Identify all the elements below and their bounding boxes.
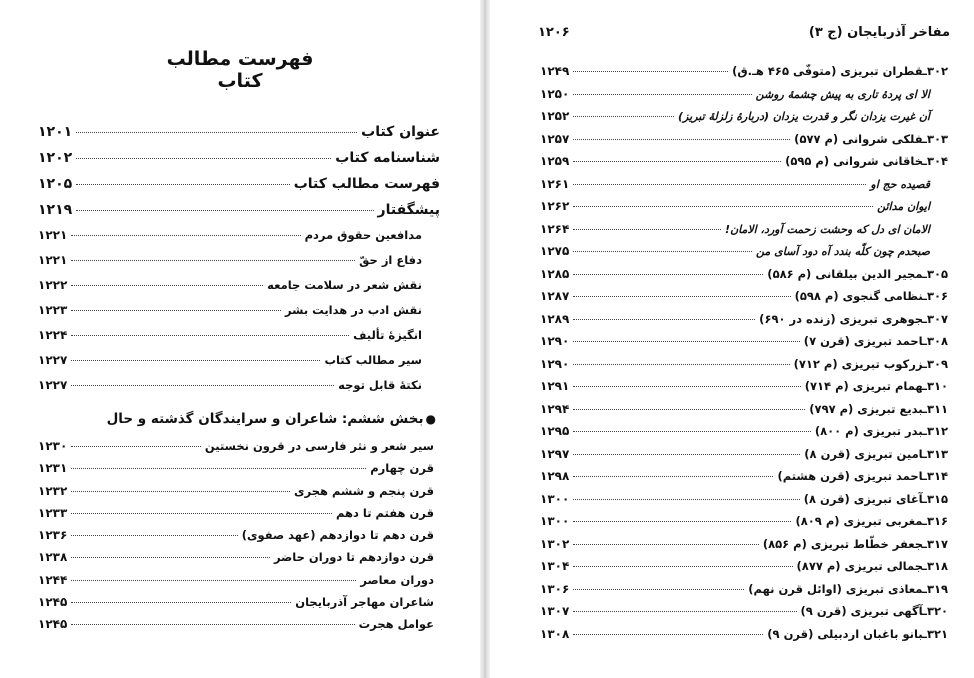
toc-entry bbox=[38, 278, 440, 303]
dot-leader bbox=[76, 184, 290, 185]
book-gutter bbox=[480, 0, 490, 678]
toc-entry-title: ۳۰۳ـفلکی شروانی (م ۵۷۷) bbox=[794, 131, 948, 146]
toc-entry bbox=[38, 484, 440, 506]
toc-entry bbox=[540, 244, 948, 267]
toc-entry-page: ۱۲۴۵ bbox=[38, 595, 68, 610]
dot-leader bbox=[71, 235, 300, 236]
toc-entry-title: قرن هفتم تا دهم bbox=[335, 505, 434, 520]
toc-entry-page: ۱۲۵۰ bbox=[540, 86, 570, 101]
dot-leader bbox=[573, 454, 800, 455]
dot-leader bbox=[573, 116, 674, 117]
toc-entry bbox=[540, 537, 948, 560]
toc-entry-page: ۱۲۲۱ bbox=[38, 228, 68, 242]
toc-entry-page: ۱۳۰۲ bbox=[540, 536, 570, 551]
dot-leader bbox=[573, 296, 790, 297]
toc-entry-page: ۱۲۴۵ bbox=[38, 617, 68, 632]
toc-entry-title: ۳۱۸ـجمالی تبریزی (م ۸۷۷) bbox=[796, 559, 948, 573]
toc-entry-page: ۱۲۲۷ bbox=[38, 353, 68, 367]
toc-entry-title: ۳۱۳ـامین تبریزی (قرن ۸) bbox=[804, 446, 948, 461]
dot-leader bbox=[71, 491, 290, 492]
toc-entry bbox=[38, 550, 440, 572]
toc-entry bbox=[540, 87, 948, 110]
dot-leader bbox=[573, 319, 755, 320]
toc-entry bbox=[540, 424, 948, 447]
toc-entry-title: ۳۰۹ـزرکوب تبریزی (م ۷۱۲) bbox=[793, 356, 948, 371]
dot-leader bbox=[76, 158, 331, 159]
section-heading bbox=[38, 411, 440, 439]
toc-entry bbox=[540, 469, 948, 492]
dot-leader bbox=[573, 589, 744, 590]
toc-entry-title: مدافعین حقوق مردم bbox=[304, 228, 422, 242]
toc-entry bbox=[540, 582, 948, 605]
toc-entry-page: ۱۲۳۸ bbox=[38, 550, 68, 565]
toc-entry-title: قرن چهارم bbox=[370, 461, 434, 476]
toc-entry-title: آن غیرت یزدان نگر و قدرت یزدان (دربارهٔ زلزلهٔ تبریز) bbox=[678, 110, 930, 123]
toc-entry-title: ۳۰۲ـقطران تبریزی (متوفّی ۴۶۵ هـ.ق) bbox=[732, 64, 948, 78]
toc-entry bbox=[38, 378, 440, 403]
dot-leader bbox=[573, 634, 763, 635]
toc-entry bbox=[540, 402, 948, 425]
toc-entry-page: ۱۳۰۸ bbox=[540, 626, 570, 641]
toc-entry-title: ۳۱۵ـآغای تبریزی (قرن ۸) bbox=[803, 491, 948, 506]
dot-leader bbox=[71, 513, 332, 514]
toc-entry bbox=[540, 289, 948, 312]
dot-leader bbox=[71, 557, 270, 558]
toc-entry-title: ۳۱۹ـمعاذی تبریزی (اوائل قرن نهم) bbox=[748, 581, 948, 596]
toc-entry bbox=[540, 357, 948, 380]
dot-leader bbox=[573, 161, 781, 162]
toc-entry-title: قصیده حج او bbox=[870, 177, 930, 191]
toc-entry-page: ۱۲۶۴ bbox=[540, 221, 570, 236]
toc-entry-page: ۱۲۲۷ bbox=[38, 378, 68, 392]
toc-entry-title: سیر شعر و نثر فارسی در قرون نخستین bbox=[204, 439, 434, 453]
toc-entry-page: ۱۲۹۷ bbox=[540, 446, 570, 461]
toc-entry-page: ۱۲۲۴ bbox=[38, 328, 68, 342]
toc-entry-title: نقش شعر در سلامت جامعه bbox=[267, 278, 422, 292]
toc-entry-page: ۱۲۲۲ bbox=[38, 278, 68, 292]
dot-leader bbox=[71, 260, 355, 261]
toc-entry bbox=[540, 559, 948, 582]
dot-leader bbox=[573, 229, 721, 230]
toc-entry-page: ۱۲۵۷ bbox=[540, 131, 570, 146]
toc-entry bbox=[38, 228, 440, 253]
toc-entry bbox=[540, 64, 948, 87]
toc-entry-page: ۱۲۳۳ bbox=[38, 505, 68, 520]
toc-entry-page: ۱۳۰۰ bbox=[540, 491, 570, 506]
toc-entry bbox=[38, 439, 440, 461]
toc-entry-page: ۱۲۹۱ bbox=[540, 379, 570, 393]
toc-entry-page: ۱۲۹۰ bbox=[540, 356, 570, 371]
toc-entry bbox=[540, 492, 948, 515]
toc-entry-title: پیشگفتار bbox=[377, 202, 440, 218]
toc-entry-title: دوران معاصر bbox=[360, 572, 434, 587]
toc-entry bbox=[38, 176, 440, 202]
toc-entry-title: شناسنامه کتاب bbox=[335, 150, 440, 166]
toc-entry-page: ۱۲۰۵ bbox=[38, 176, 73, 192]
dot-leader bbox=[573, 71, 728, 72]
toc-entry-page: ۱۲۴۴ bbox=[38, 572, 68, 587]
toc-entry-title: سیر مطالب کتاب bbox=[324, 353, 422, 367]
toc-entry-page: ۱۲۳۱ bbox=[38, 461, 68, 476]
toc-entry bbox=[38, 595, 440, 617]
toc-entry-page: ۱۳۰۶ bbox=[540, 581, 570, 596]
dot-leader bbox=[573, 611, 796, 612]
toc-entry-page: ۱۲۶۱ bbox=[540, 176, 570, 191]
toc-entry bbox=[38, 617, 440, 639]
running-header bbox=[538, 20, 950, 44]
toc-entry-title: الامان ای دل که وحشت زحمت آورد، الامان! bbox=[725, 222, 930, 236]
dot-leader bbox=[71, 624, 354, 625]
toc-entry-page: ۱۲۹۵ bbox=[540, 424, 570, 438]
toc-entry-title: ۳۱۴ـاحمد تبریزی (قرن هشتم) bbox=[777, 469, 948, 483]
toc-entry bbox=[38, 353, 440, 378]
dot-leader bbox=[71, 602, 291, 603]
dot-leader bbox=[573, 341, 800, 342]
toc-entry-page: ۱۲۸۵ bbox=[540, 266, 570, 281]
toc-entry-title: ۳۲۱ـبانو باغبان اردبیلی (قرن ۹) bbox=[767, 626, 948, 641]
dot-leader bbox=[76, 132, 357, 133]
toc-entry bbox=[38, 506, 440, 528]
running-title: مفاخر آذربایجان (ج ۳) bbox=[808, 24, 950, 40]
toc-entry-page: ۱۲۳۲ bbox=[38, 483, 68, 498]
toc-entry bbox=[540, 132, 948, 155]
toc-entry bbox=[38, 124, 440, 150]
toc-entry-title: نقش ادب در هدایت بشر bbox=[284, 303, 422, 317]
dot-leader bbox=[76, 210, 373, 211]
dot-leader bbox=[573, 251, 752, 252]
toc-entry bbox=[38, 328, 440, 353]
dot-leader bbox=[573, 184, 866, 185]
toc-entry-page: ۱۲۱۹ bbox=[38, 202, 73, 218]
toc-entry-page: ۱۳۰۰ bbox=[540, 514, 570, 528]
toc-entry-title: قرن پنجم و ششم هجری bbox=[294, 483, 434, 498]
right-page bbox=[490, 0, 974, 678]
dot-leader bbox=[573, 566, 792, 567]
toc-entry-page: ۱۲۸۷ bbox=[540, 289, 570, 303]
dot-leader bbox=[71, 580, 356, 581]
dot-leader bbox=[573, 409, 805, 410]
dot-leader bbox=[71, 310, 281, 311]
toc-entry bbox=[540, 199, 948, 222]
dot-leader bbox=[573, 94, 751, 95]
dot-leader bbox=[71, 335, 349, 336]
toc-entry-title: شاعران مهاجر آذربایجان bbox=[295, 595, 434, 610]
toc-entry bbox=[38, 202, 440, 228]
section-heading-text: بخش ششم: شاعران و سرایندگان گذشته و حال bbox=[106, 411, 424, 427]
toc-entry-page: ۱۲۳۰ bbox=[38, 439, 68, 453]
dot-leader bbox=[71, 360, 320, 361]
toc-entry bbox=[38, 528, 440, 550]
toc-entry-title: ۳۱۲ـبدر تبریزی (م ۸۰۰) bbox=[814, 424, 948, 438]
dot-leader bbox=[573, 364, 789, 365]
toc-entry-title: ۳۱۶ـمغربی تبریزی (م ۸۰۹) bbox=[795, 514, 948, 528]
dot-leader bbox=[573, 386, 800, 387]
dot-leader bbox=[573, 499, 799, 500]
toc-entry-title: ایوان مدائن bbox=[877, 200, 930, 213]
toc-entry bbox=[38, 150, 440, 176]
toc-left bbox=[38, 124, 440, 640]
toc-entry bbox=[38, 573, 440, 595]
toc-entry-page: ۱۲۸۹ bbox=[540, 311, 570, 326]
toc-entry-page: ۱۲۶۲ bbox=[540, 199, 570, 213]
toc-entry-title: ۳۰۴ـخاقانی شروانی (م ۵۹۵) bbox=[785, 154, 948, 168]
toc-entry-title: دفاع از حقّ bbox=[359, 253, 422, 267]
toc-entry-page: ۱۲۹۴ bbox=[540, 401, 570, 416]
toc-entry-title: ۳۰۶ـنظامی گنجوی (م ۵۹۸) bbox=[794, 289, 948, 303]
toc-entry bbox=[540, 334, 948, 357]
toc-entry-page: ۱۳۰۴ bbox=[540, 559, 570, 573]
dot-leader bbox=[71, 385, 334, 386]
toc-entry-title: ۳۱۱ـبدیع تبریزی (م ۷۹۷) bbox=[809, 401, 948, 416]
toc-entry-page: ۱۲۹۰ bbox=[540, 334, 570, 348]
toc-entry-title: الا ای پردهٔ تاری به پیش چشمهٔ روشن bbox=[755, 87, 930, 101]
toc-right bbox=[540, 64, 948, 649]
page-title: فهرست مطالب کتاب bbox=[166, 48, 314, 92]
toc-entry-title: ۳۰۷ـجوهری تبریزی (زنده در ۶۹۰) bbox=[759, 311, 948, 326]
toc-entry-page: ۱۲۵۲ bbox=[540, 109, 570, 123]
page-number: ۱۲۰۶ bbox=[538, 24, 570, 40]
toc-entry-page: ۱۲۲۳ bbox=[38, 303, 68, 317]
toc-entry-page: ۱۲۰۲ bbox=[38, 150, 73, 166]
toc-entry bbox=[540, 109, 948, 132]
dot-leader bbox=[573, 139, 790, 140]
toc-entry bbox=[540, 447, 948, 470]
dot-leader bbox=[573, 431, 811, 432]
toc-entry-page: ۱۲۲۱ bbox=[38, 253, 68, 267]
toc-entry-page: ۱۲۷۵ bbox=[540, 244, 570, 258]
toc-entry bbox=[540, 154, 948, 177]
toc-entry-title: عنوان کتاب bbox=[361, 124, 440, 140]
toc-entry bbox=[540, 604, 948, 627]
bullet-icon: ● bbox=[425, 412, 436, 426]
dot-leader bbox=[573, 476, 773, 477]
toc-entry-page: ۱۳۰۷ bbox=[540, 604, 570, 618]
toc-entry-page: ۱۲۹۸ bbox=[540, 469, 570, 483]
toc-entry bbox=[540, 379, 948, 402]
toc-entry bbox=[540, 267, 948, 290]
toc-entry-page: ۱۲۵۹ bbox=[540, 154, 570, 168]
toc-entry-title: ۳۰۸ـاحمد تبریزی (قرن ۷) bbox=[803, 334, 948, 348]
dot-leader bbox=[573, 521, 791, 522]
toc-entry bbox=[38, 253, 440, 278]
toc-entry-title: عوامل هجرت bbox=[358, 617, 434, 632]
toc-entry-title: نکتهٔ قابل توجه bbox=[338, 378, 422, 392]
toc-entry bbox=[540, 312, 948, 335]
toc-entry-page: ۱۲۴۹ bbox=[540, 64, 570, 78]
toc-entry-title: قرن دهم تا دوازدهم (عهد صفوی) bbox=[241, 528, 434, 543]
toc-entry-page: ۱۲۳۶ bbox=[38, 528, 68, 543]
toc-entry-title: ۳۲۰ـآگهی تبریزی (قرن ۹) bbox=[800, 604, 948, 618]
toc-entry bbox=[38, 461, 440, 483]
dot-leader bbox=[573, 206, 873, 207]
toc-entry-page: ۱۲۰۱ bbox=[38, 124, 73, 140]
toc-entry-title: ۳۱۰ـهمام تبریزی (م ۷۱۴) bbox=[804, 379, 948, 393]
dot-leader bbox=[71, 535, 237, 536]
toc-entry bbox=[38, 303, 440, 328]
dot-leader bbox=[573, 544, 759, 545]
toc-entry-title: ۳۱۷ـجعفر خطّاط تبریزی (م ۸۵۶) bbox=[762, 536, 948, 551]
toc-entry-title: صبحدم چون کلّه بندد آه دود آسای من bbox=[756, 245, 930, 258]
left-page bbox=[0, 0, 480, 678]
toc-entry bbox=[540, 177, 948, 200]
dot-leader bbox=[573, 274, 763, 275]
toc-entry-title: ۳۰۵ـمجیر الدین بیلقانی (م ۵۸۶) bbox=[767, 266, 948, 281]
dot-leader bbox=[71, 468, 366, 469]
toc-entry bbox=[540, 222, 948, 245]
dot-leader bbox=[71, 446, 201, 447]
dot-leader bbox=[71, 285, 263, 286]
toc-entry bbox=[540, 514, 948, 537]
toc-entry bbox=[540, 627, 948, 650]
toc-entry-title: فهرست مطالب کتاب bbox=[293, 176, 440, 192]
toc-entry-title: انگیزهٔ تألیف bbox=[353, 328, 422, 342]
toc-entry-title: قرن دوازدهم تا دوران حاضر bbox=[274, 550, 434, 565]
